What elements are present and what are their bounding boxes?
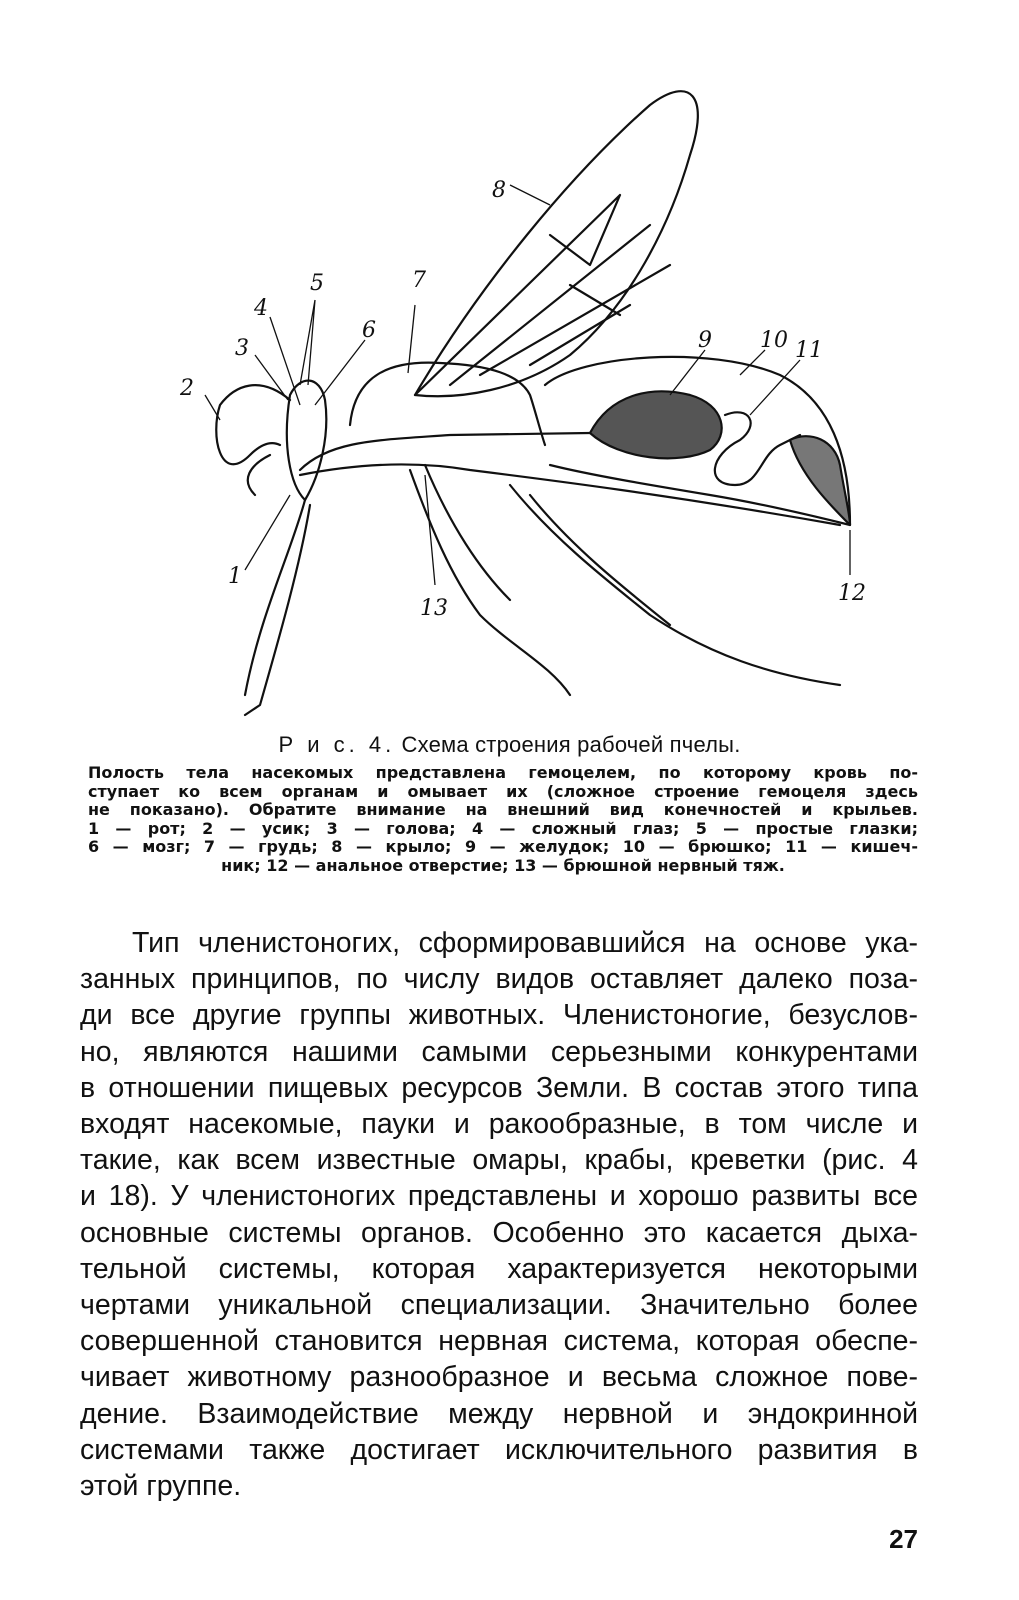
page-number: 27: [889, 1524, 918, 1554]
label-3: 3: [235, 336, 249, 361]
nerve-cord: [300, 465, 840, 525]
leader-5: [300, 300, 315, 385]
text-line: чивает животному разнообразное и весьма сложное пове-: [80, 1361, 918, 1394]
text-line: и 18). У членистоногих представлены и хорошо развиты все: [80, 1180, 918, 1213]
text-line: Тип членистоногих, сформировавшийся на основе ука-: [132, 927, 918, 959]
bee-anatomy-figure: [150, 55, 890, 730]
hind-leg: [510, 485, 840, 685]
leader-3: [255, 355, 288, 400]
label-2: 2: [180, 376, 194, 401]
wing-vein: [415, 195, 670, 395]
text-line: этой группе.: [80, 1470, 242, 1503]
text-line: входят насекомые, пауки и ракообразные, в том числе и: [80, 1108, 918, 1141]
bee-diagram: [150, 55, 890, 730]
caption-line: ник; 12 — анальное отверстие; 13 — брюшной нервный тяж.: [221, 856, 785, 875]
wing-outline: [415, 91, 698, 396]
label-6: 6: [362, 318, 376, 343]
intestine: [715, 412, 800, 485]
caption-line: Полость тела насекомых представлена гемоцелем, по которому кровь по-: [88, 764, 918, 782]
figure-caption-body: [88, 764, 918, 875]
caption-line: не показано). Обратите внимание на внешний вид конечностей и крыльев.: [88, 801, 918, 819]
leader-2: [205, 395, 220, 420]
leader-8: [510, 185, 550, 205]
label-13: 13: [420, 596, 448, 621]
front-leg: [245, 500, 310, 715]
text-line: ди все другие группы животных. Членистоногие, безуслов-: [80, 999, 918, 1032]
text-line: но, являются нашими самыми серьезными конкурентами: [80, 1035, 918, 1068]
label-1: 1: [228, 564, 242, 589]
figure-title: Схема строения рабочей пчелы.: [401, 732, 741, 757]
caption-line: ступает ко всем органам и омывает их (сложное строение гемоцеля здесь: [88, 782, 918, 801]
label-10: 10: [760, 328, 788, 353]
label-12: 12: [838, 581, 866, 606]
leg-small: [248, 455, 270, 495]
figure-number: Р и с. 4.: [278, 732, 396, 757]
label-5: 5: [310, 271, 324, 296]
body-paragraph: [80, 925, 918, 1504]
text-line: такие, как всем известные омары, крабы, креветки (рис. 4: [80, 1144, 918, 1177]
text-line: в отношении пищевых ресурсов Земли. В состав этого типа: [80, 1071, 918, 1104]
label-7: 7: [412, 268, 426, 293]
thorax-outline: [350, 363, 545, 445]
text-line: занных принципов, по числу видов оставляет далеко поза-: [80, 963, 918, 996]
text-line: тельной системы, которая характеризуется некоторыми: [80, 1252, 918, 1285]
gut: [300, 433, 590, 470]
text-line: системами также достигает исключительного развития в: [80, 1433, 918, 1466]
label-11: 11: [795, 338, 823, 363]
leader-10: [740, 350, 765, 375]
text-line: совершенной становится нервная система, которая обеспе-: [80, 1325, 918, 1358]
caption-line: 1 — рот; 2 — усик; 3 — голова; 4 — сложный глаз; 5 — простые глазки;: [88, 819, 918, 838]
text-line: чертами уникальной специализации. Значительно более: [80, 1289, 918, 1322]
stomach: [590, 391, 722, 458]
antenna: [216, 385, 290, 464]
text-line: основные системы органов. Особенно это касается дыха-: [80, 1216, 918, 1249]
label-9: 9: [698, 328, 712, 353]
text-line: дение. Взаимодействие между нервной и эндокринной: [80, 1397, 918, 1430]
caption-line: 6 — мозг; 7 — грудь; 8 — крыло; 9 — желудок; 10 — брюшко; 11 — кишеч-: [88, 838, 918, 856]
figure-caption-title: [0, 732, 1019, 758]
label-8: 8: [492, 178, 506, 203]
label-4: 4: [254, 296, 268, 321]
leader-1: [245, 495, 290, 570]
leader-4: [270, 317, 300, 405]
